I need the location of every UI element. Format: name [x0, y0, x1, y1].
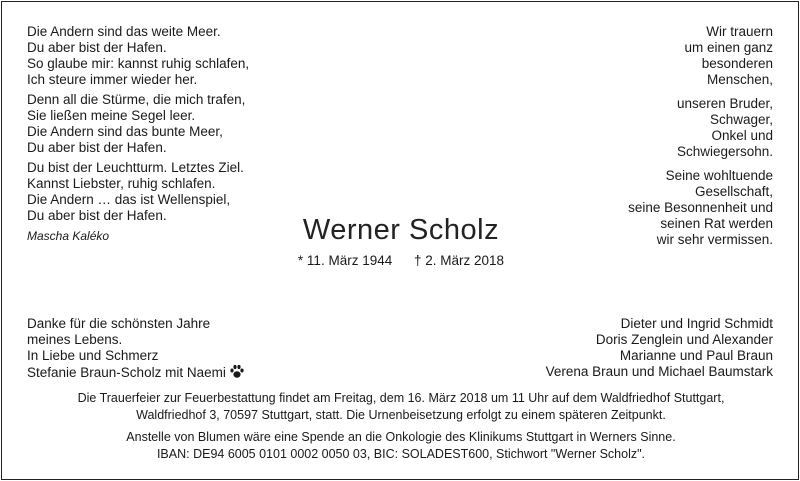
poem-line: Kannst Liebster, ruhig schlafen. [27, 176, 216, 191]
tribute-line: seine Besonnenheit und [628, 200, 773, 215]
tribute-group-2 [628, 96, 773, 160]
poem [27, 24, 249, 244]
tribute-line: um einen ganz [684, 40, 773, 55]
poem-line: Die Andern sind das weite Meer. [27, 24, 221, 39]
tribute-line: besonderen [701, 56, 773, 71]
funeral-line: Die Trauerfeier zur Feuerbestattung findet am Freitag, dem 16. März 2018 um 11 Uhr auf dem Waldfriedhof Stuttgart, [77, 391, 725, 405]
donation-line: Anstelle von Blumen wäre eine Spende an die Onkologie des Klinikums Stuttgart in Werners Sinne. [126, 430, 676, 444]
poem-line: Denn all die Stürme, die mich trafen, [27, 92, 246, 107]
poem-line: Sie ließen meine Segel leer. [27, 108, 196, 123]
poem-line: Du aber bist der Hafen. [27, 140, 167, 155]
obituary-notice [1, 1, 799, 480]
poem-line: Du aber bist der Hafen. [27, 40, 167, 55]
mourner: Dieter und Ingrid Schmidt [620, 316, 773, 331]
poem-stanza-2 [27, 92, 249, 156]
tribute-line: Schwager, [709, 112, 773, 127]
family-line: Danke für die schönsten Jahre [27, 316, 211, 331]
mourner: Verena Braun und Michael Baumstark [545, 364, 773, 379]
poem-author: Mascha Kaléko [27, 229, 110, 243]
death-date: † 2. März 2018 [414, 253, 505, 268]
deceased-name: Werner Scholz [302, 214, 500, 246]
birth-date: * 11. März 1944 [297, 253, 393, 268]
poem-line: Du aber bist der Hafen. [27, 208, 167, 223]
tribute-line: Onkel und [711, 128, 773, 143]
family-name: Stefanie Braun-Scholz mit Naemi [27, 365, 226, 380]
tribute-line: wir sehr vermissen. [656, 232, 773, 247]
life-dates [2, 253, 800, 268]
poem-line: Du bist der Leuchtturm. Letztes Ziel. [27, 160, 244, 175]
funeral-info [2, 390, 800, 424]
poem-line: So glaube mir: kannst ruhig schlafen, [27, 56, 250, 71]
donation-info [2, 429, 800, 463]
tribute-line: unseren Bruder, [676, 96, 773, 111]
tribute-line: Menschen, [706, 72, 773, 87]
mourners-list [546, 316, 773, 380]
poem-line: Die Andern sind das bunte Meer, [27, 124, 223, 139]
poem-line: Die Andern … das ist Wellenspiel, [27, 192, 231, 207]
family-line: meines Lebens. [27, 332, 123, 347]
tribute-line: Gesellschaft, [694, 184, 773, 199]
tribute-line: Schwiegersohn. [676, 144, 773, 159]
donation-line: IBAN: DE94 6005 0101 0002 0050 03, BIC: SOLADEST600, Stichwort "Werner Scholz". [156, 447, 646, 461]
tribute-line: Wir trauern [706, 24, 773, 39]
poem-line: Ich steure immer wieder her. [27, 72, 198, 87]
tribute-line: Seine wohltuende [665, 168, 773, 183]
tribute-line: seinen Rat werden [660, 216, 773, 231]
family-line-with-paw [27, 364, 245, 383]
family-signature [27, 316, 245, 383]
funeral-line: Waldfriedhof 3, 70597 Stuttgart, statt. Die Urnenbeisetzung erfolgt zu einem späteren Zeitpunkt. [136, 408, 666, 422]
poem-stanza-1 [27, 24, 249, 88]
paw-icon [229, 364, 245, 383]
tribute-group-1 [628, 24, 773, 88]
mourner: Doris Zenglein und Alexander [595, 332, 773, 347]
mourner: Marianne und Paul Braun [619, 348, 773, 363]
family-line: In Liebe und Schmerz [27, 348, 159, 363]
